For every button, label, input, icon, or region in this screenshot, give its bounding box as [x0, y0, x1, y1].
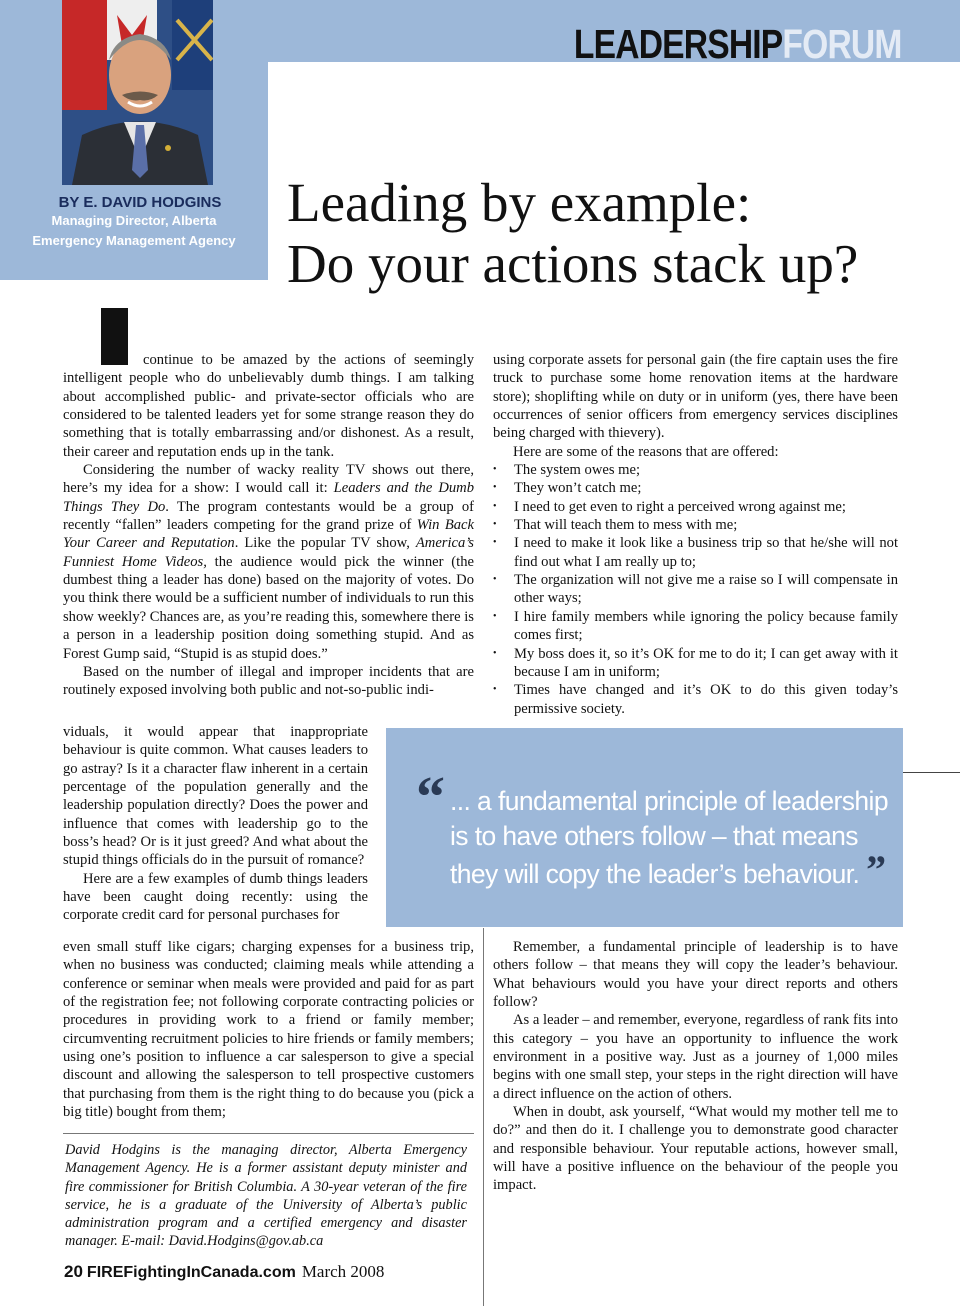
column-right-bottom [493, 938, 898, 1195]
author-photo [62, 0, 213, 185]
author-role-line1: Managing Director, Alberta [51, 213, 217, 228]
magazine-site: FIREFightingInCanada.com [86, 1264, 296, 1281]
page-number: 20 [64, 1262, 83, 1281]
headline-line2: Do your actions stack up? [287, 233, 859, 294]
prize-title: Win Back Your Career and Reputation [63, 517, 474, 552]
list-item: • The system owes me; [493, 461, 898, 479]
article-headline [287, 172, 957, 294]
column-right-top [493, 351, 898, 718]
tv-show-title: America’s Funniest Home Videos, [63, 535, 474, 570]
paragraph-9: When in doubt, ask yourself, “What would my mother tell me to do?” and then do it. I challenge you to demonstrate good character and responsible behaviour. Your reputable actions, however small, will have a positive influence on the behaviour of the people you impact. [493, 1104, 898, 1194]
paragraph-8: As a leader – and remember, everyone, regardless of rank fits into this category – you have an opportunity to influence the work environment in a positive way. Just as a journey of 1,000 miles begins with one small step, your steps in the right direction will have a direct influence on the action of others. [493, 1012, 898, 1102]
paragraph-5: using corporate assets for personal gain (the fire captain uses the fire truck to purchase some home renovation items at the hardware store); shoplifting while on duty or in uniform (yes, there have been occurrences of senior officers from emergency services disciplines being charged with thievery). [493, 352, 898, 442]
list-item: • That will teach them to mess with me; [493, 516, 898, 534]
show-title: Leaders and the Dumb Things They Do [63, 480, 474, 515]
reasons-list [493, 461, 898, 718]
paragraph-2: Considering the number of wacky reality TV shows out there, here’s my idea for a show: I would call it: Leaders and the Dumb Things They Do. The program contestants would be a group of recently “fallen” leaders competing for the grand prize of Win Back Your Career and Reputation. Like the popular TV show, America’s Funniest Home Videos, the audience would pick the winner (the dumbest thing a leader has done) based on the majority of votes. Do you think there would be a sufficient number of individuals to run this show weekly? Chances are, as you’re reading this, somewhere there is a person in a leadership position doing something stupid. And as Forest Gump said, “Stupid is as stupid does.” [63, 462, 474, 662]
section-title-leadership: LEADERSHIP [574, 21, 783, 67]
column-left-bottom [63, 938, 474, 1121]
paragraph-1: continue to be amazed by the actions of seemingly intelligent people who do unbelievably dumb things. I am talking about accomplished public- and private-sector officials who are considered to be talented leaders yet for some strange reason they do something that is totally embarrassing and/or dishonest. As a result, their career and reputation ends up in the tank. [63, 352, 474, 460]
page-footer [64, 1262, 384, 1282]
headline-line1: Leading by example: [287, 172, 752, 233]
paragraph-4b: even small stuff like cigars; charging expenses for a business trip, when no business was conducted; claiming meals while attending a conference or seminar when meals were provided and paid for as part of the registration fee; not following corporate contracting policies or procedures in providing work to a friend or family member; circumventing recruitment policies to hire friends or family members; using one’s position to influence a car salesperson to give a special discount and allowing the salesperson to tell prospective customers that purchasing from them is the right thing to do because you (pick a big title) bought from them; [63, 939, 474, 1121]
author-bio: David Hodgins is the managing director, Alberta Emergency Management Agency. He is a former assistant deputy minister and fire commissioner for British Columbia. A 30-year veteran of the fire service, he is a graduate of the University of Alberta’s public administration program and a certified emergency and disaster manager. E-mail: David.Hodgins@gov.ab.ca [65, 1142, 467, 1250]
list-item: • They won’t catch me; [493, 479, 898, 497]
list-item: • I need to get even to right a perceived wrong against me; [493, 498, 898, 516]
list-item: • My boss does it, so it’s OK for me to do it; I can get away with it because I am in uniform; [493, 645, 898, 682]
section-title-forum: FORUM [782, 21, 902, 67]
paragraph-3a: Based on the number of illegal and improper incidents that are routinely exposed involving both public and not-so-public indi- [63, 663, 474, 699]
paragraph-6: Here are some of the reasons that are offered: [513, 443, 779, 460]
divider [63, 1133, 474, 1134]
column-left-top [63, 351, 474, 700]
section-title [574, 18, 902, 70]
list-item: • I hire family members while ignoring the policy because family comes first; [493, 608, 898, 645]
issue-date: March 2008 [301, 1262, 385, 1281]
paragraph-7: Remember, a fundamental principle of leadership is to have others follow – that means they will copy the leader’s behaviour. What behaviours would you have your direct reports and others follow? [493, 939, 898, 1011]
list-item: • The organization will not give me a raise so I will compensate in other ways; [493, 571, 898, 608]
author-name: BY E. DAVID HODGINS [58, 194, 222, 211]
byline [0, 194, 268, 251]
column-divider [483, 928, 484, 1306]
open-quote-mark: “ [416, 764, 445, 829]
author-role-line2: Emergency Management Agency [32, 233, 236, 248]
list-item: • Times have changed and it’s OK to do this given today’s permissive society. [493, 681, 898, 718]
list-item: • I need to make it look like a business trip so that he/she will not find out what I am really up to; [493, 534, 898, 571]
pull-quote-text: ... a fundamental principle of leadership is to have others follow – that means they will copy the leader’s behaviour. ” [450, 786, 888, 892]
paragraph-4a: Here are a few examples of dumb things leaders have been caught doing recently: using the corporate credit card for personal purchases for [63, 870, 368, 924]
paragraph-3b: viduals, it would appear that inappropriate behaviour is quite common. What causes leaders to go astray? Is it a character flaw inherent in a certain percentage of the population generally and the leadership population directly? Does the power and influence that comes with leadership go to the boss’s head? Or is it just greed? And what about the stupid things officials do in the pursuit of romance? [63, 724, 368, 869]
column-left-narrow [63, 723, 368, 925]
close-quote-mark: ” [866, 847, 886, 892]
divider [903, 772, 960, 773]
pull-quote [386, 728, 903, 927]
